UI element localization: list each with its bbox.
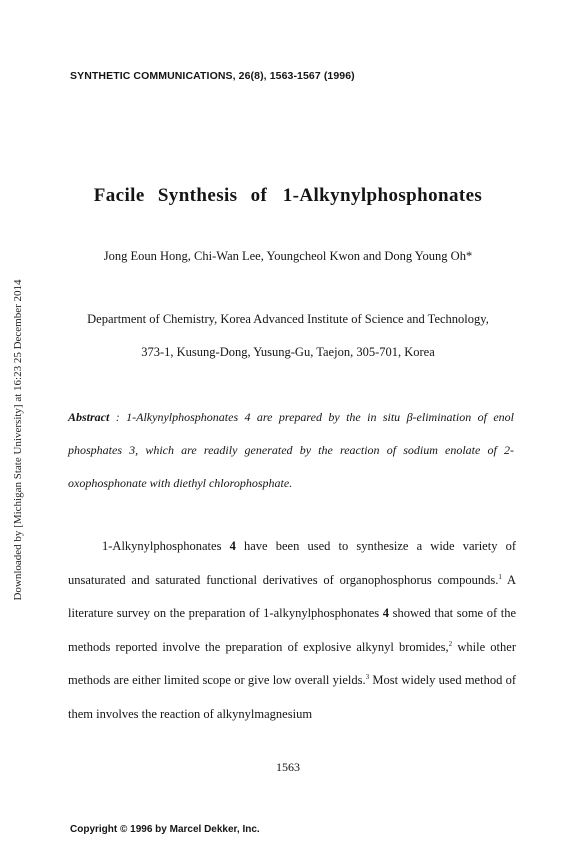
download-watermark-text: Downloaded by [Michigan State University] at 16:23 25 December 2014 bbox=[12, 279, 24, 601]
body-sentence: have been used to synthesize a wide variety of unsaturated and saturated functional derivatives of organophosphorus compounds. bbox=[68, 539, 517, 587]
page-number: 1563 bbox=[276, 760, 300, 774]
citation-ref[interactable]: 3 bbox=[365, 672, 370, 681]
body-sentence: 1-Alkynylphosphonates bbox=[102, 539, 222, 553]
abstract-label: Abstract bbox=[68, 410, 110, 424]
article-title-part1: Facile Synthesis of bbox=[93, 185, 268, 206]
article-title-part2: 1-Alkynylphosphonates bbox=[282, 185, 483, 206]
compound-ref: 4 bbox=[382, 606, 389, 620]
affiliation-line-1: Department of Chemistry, Korea Advanced Institute of Science and Technology, bbox=[87, 312, 489, 326]
body-paragraph bbox=[68, 530, 516, 731]
citation-ref[interactable]: 1 bbox=[498, 572, 502, 581]
body-sentence: showed that some of the methods reported involve the preparation of explosive alkynyl bromides, bbox=[68, 606, 516, 654]
body-sentence: while other methods are either limited scope or give low overall yields. bbox=[68, 639, 516, 687]
body-sentence: Most widely used method of them involves the reaction of alkynylmagnesium bbox=[68, 673, 516, 721]
body-sentence: A literature survey on the preparation of 1-alkynylphosphonates bbox=[68, 572, 516, 620]
citation-ref[interactable]: 2 bbox=[448, 639, 453, 648]
author-list: Jong Eoun Hong, Chi-Wan Lee, Youngcheol Kwon and Dong Young Oh* bbox=[103, 249, 473, 263]
download-watermark bbox=[11, 220, 25, 660]
journal-reference: SYNTHETIC COMMUNICATIONS, 26(8), 1563-1567 (1996) bbox=[70, 70, 355, 82]
copyright-notice: Copyright © 1996 by Marcel Dekker, Inc. bbox=[70, 824, 260, 835]
abstract-text: : 1-Alkynylphosphonates 4 are prepared by the in situ β-elimination of enol phosphates 3, which are readily generated by the reaction of sodium enolate of 2-oxophosphonate with diethyl chlorophosphate. bbox=[68, 410, 514, 490]
affiliation-line-2: 373-1, Kusung-Dong, Yusung-Gu, Taejon, 305-701, Korea bbox=[141, 345, 435, 359]
article-title bbox=[0, 185, 576, 207]
compound-ref: 4 bbox=[229, 539, 236, 553]
abstract bbox=[68, 401, 514, 500]
